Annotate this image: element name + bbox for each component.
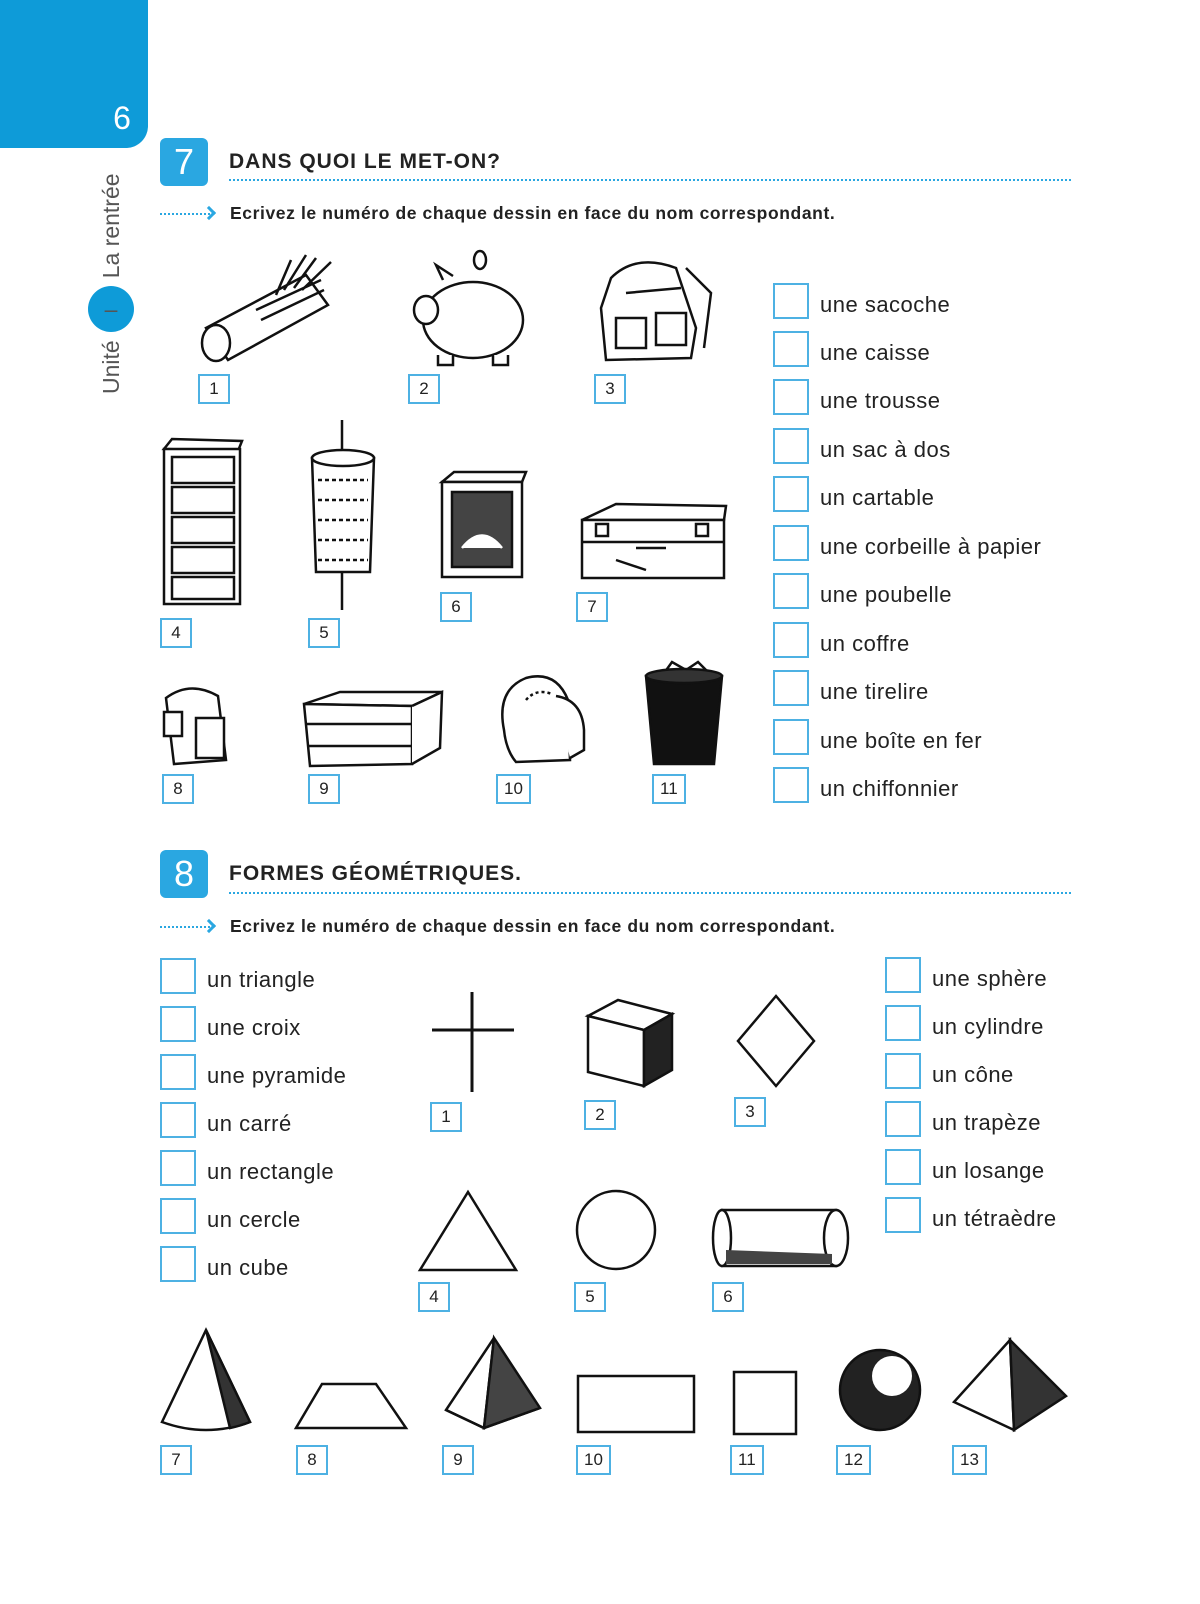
answer-checkbox[interactable] xyxy=(773,767,809,803)
word-label: un chiffonnier xyxy=(820,776,959,801)
word-label: une pyramide xyxy=(207,1063,347,1088)
circle-shape xyxy=(574,1188,658,1272)
answer-checkbox[interactable] xyxy=(773,283,809,319)
answer-checkbox[interactable] xyxy=(160,958,196,994)
drawing-number-box: 1 xyxy=(430,1102,462,1132)
exercise-8-number: 8 xyxy=(160,850,208,898)
answer-checkbox[interactable] xyxy=(773,670,809,706)
pencil-case-drawing xyxy=(196,250,346,360)
drawing-number-box: 6 xyxy=(440,592,472,622)
drawing-number-box: 2 xyxy=(584,1100,616,1130)
answer-checkbox[interactable] xyxy=(773,525,809,561)
word-label: une trousse xyxy=(820,388,941,413)
word-label: un cartable xyxy=(820,485,935,510)
drawing-number-box: 5 xyxy=(308,618,340,648)
drawing-number-box: 7 xyxy=(160,1445,192,1475)
crate-drawing xyxy=(300,690,444,768)
exercise-7-number: 7 xyxy=(160,138,208,186)
word-label: une sphère xyxy=(932,966,1048,991)
drawing-number-box: 4 xyxy=(160,618,192,648)
pyramid-shape xyxy=(444,1336,542,1430)
answer-checkbox[interactable] xyxy=(773,622,809,658)
cylinder-shape xyxy=(712,1206,852,1270)
answer-checkbox[interactable] xyxy=(773,476,809,512)
rhombus-shape xyxy=(736,994,816,1088)
answer-checkbox[interactable] xyxy=(885,1005,921,1041)
exercise-8-instruction: Ecrivez le numéro de chaque dessin en face du nom correspondant. xyxy=(230,916,836,936)
exercise-8-title: FORMES GÉOMÉTRIQUES. xyxy=(229,862,523,885)
cone-shape xyxy=(160,1328,252,1436)
unit-topic: La rentrée xyxy=(97,173,124,279)
word-label: un carré xyxy=(207,1111,292,1136)
drawing-number-box: 10 xyxy=(576,1445,611,1475)
drawing-number-box: 4 xyxy=(418,1282,450,1312)
answer-checkbox[interactable] xyxy=(885,1053,921,1089)
page-number: 6 xyxy=(113,100,131,136)
word-label: un coffre xyxy=(820,631,910,656)
backpack-drawing xyxy=(596,248,718,366)
drawing-number-box: 1 xyxy=(198,374,230,404)
black-bin-drawing xyxy=(642,662,726,766)
handbag-drawing xyxy=(496,670,592,768)
exercise-8-divider xyxy=(229,892,1071,894)
word-label: un tétraèdre xyxy=(932,1206,1057,1231)
answer-checkbox[interactable] xyxy=(160,1150,196,1186)
unit-sidebar xyxy=(97,166,124,394)
answer-checkbox[interactable] xyxy=(160,1006,196,1042)
answer-checkbox[interactable] xyxy=(885,1197,921,1233)
word-label: un cercle xyxy=(207,1207,301,1232)
word-label: un trapèze xyxy=(932,1110,1041,1135)
drawing-number-box: 3 xyxy=(734,1097,766,1127)
rectangle-shape xyxy=(576,1374,696,1434)
unit-word: Unité xyxy=(97,340,124,394)
answer-checkbox[interactable] xyxy=(160,1054,196,1090)
satchel-drawing xyxy=(160,678,232,768)
drawing-number-box: 7 xyxy=(576,592,608,622)
exercise-7-title: DANS QUOI LE MET-ON? xyxy=(229,150,501,173)
drawing-number-box: 8 xyxy=(296,1445,328,1475)
cross-shape xyxy=(430,990,514,1094)
sphere-shape xyxy=(836,1346,924,1434)
answer-checkbox[interactable] xyxy=(160,1246,196,1282)
chest-drawing xyxy=(576,500,730,582)
word-label: un cône xyxy=(932,1062,1014,1087)
word-label: un triangle xyxy=(207,967,316,992)
tetrahedron-shape xyxy=(952,1338,1068,1434)
drawing-number-box: 3 xyxy=(594,374,626,404)
answer-checkbox[interactable] xyxy=(773,719,809,755)
answer-checkbox[interactable] xyxy=(885,957,921,993)
exercise-7-divider xyxy=(229,179,1071,181)
answer-checkbox[interactable] xyxy=(885,1149,921,1185)
word-label: un cylindre xyxy=(932,1014,1044,1039)
word-label: une sacoche xyxy=(820,292,951,317)
answer-checkbox[interactable] xyxy=(885,1101,921,1137)
drawing-number-box: 9 xyxy=(442,1445,474,1475)
drawing-number-box: 9 xyxy=(308,774,340,804)
word-label: un losange xyxy=(932,1158,1045,1183)
word-label: une boîte en fer xyxy=(820,728,983,753)
answer-checkbox[interactable] xyxy=(773,331,809,367)
word-label: une caisse xyxy=(820,340,931,365)
drawing-number-box: 6 xyxy=(712,1282,744,1312)
word-label: une corbeille à papier xyxy=(820,534,1042,559)
chevron-right-icon xyxy=(202,206,216,220)
drawing-number-box: 13 xyxy=(952,1445,987,1475)
piggy-bank-drawing xyxy=(408,250,528,368)
triangle-shape xyxy=(418,1190,518,1272)
tin-box-drawing xyxy=(438,468,528,580)
filing-cabinet-drawing xyxy=(160,437,244,607)
answer-checkbox[interactable] xyxy=(160,1198,196,1234)
drawing-number-box: 10 xyxy=(496,774,531,804)
drawing-number-box: 2 xyxy=(408,374,440,404)
answer-checkbox[interactable] xyxy=(773,428,809,464)
cube-shape xyxy=(584,996,674,1088)
word-label: un sac à dos xyxy=(820,437,951,462)
word-label: une tirelire xyxy=(820,679,929,704)
drawing-number-box: 12 xyxy=(836,1445,871,1475)
answer-checkbox[interactable] xyxy=(773,379,809,415)
word-label: une croix xyxy=(207,1015,301,1040)
trapezoid-shape xyxy=(294,1380,408,1432)
unit-dash-badge: – xyxy=(88,286,134,332)
answer-checkbox[interactable] xyxy=(773,573,809,609)
word-label: un rectangle xyxy=(207,1159,335,1184)
drawing-number-box: 11 xyxy=(730,1445,764,1475)
word-label: une poubelle xyxy=(820,582,953,607)
pole-bin-drawing xyxy=(308,420,380,610)
answer-checkbox[interactable] xyxy=(160,1102,196,1138)
chevron-right-icon xyxy=(202,919,216,933)
word-label: un cube xyxy=(207,1255,289,1280)
exercise-7-instruction: Ecrivez le numéro de chaque dessin en face du nom correspondant. xyxy=(230,203,836,223)
drawing-number-box: 8 xyxy=(162,774,194,804)
drawing-number-box: 5 xyxy=(574,1282,606,1312)
drawing-number-box: 11 xyxy=(652,774,686,804)
square-shape xyxy=(732,1370,798,1436)
